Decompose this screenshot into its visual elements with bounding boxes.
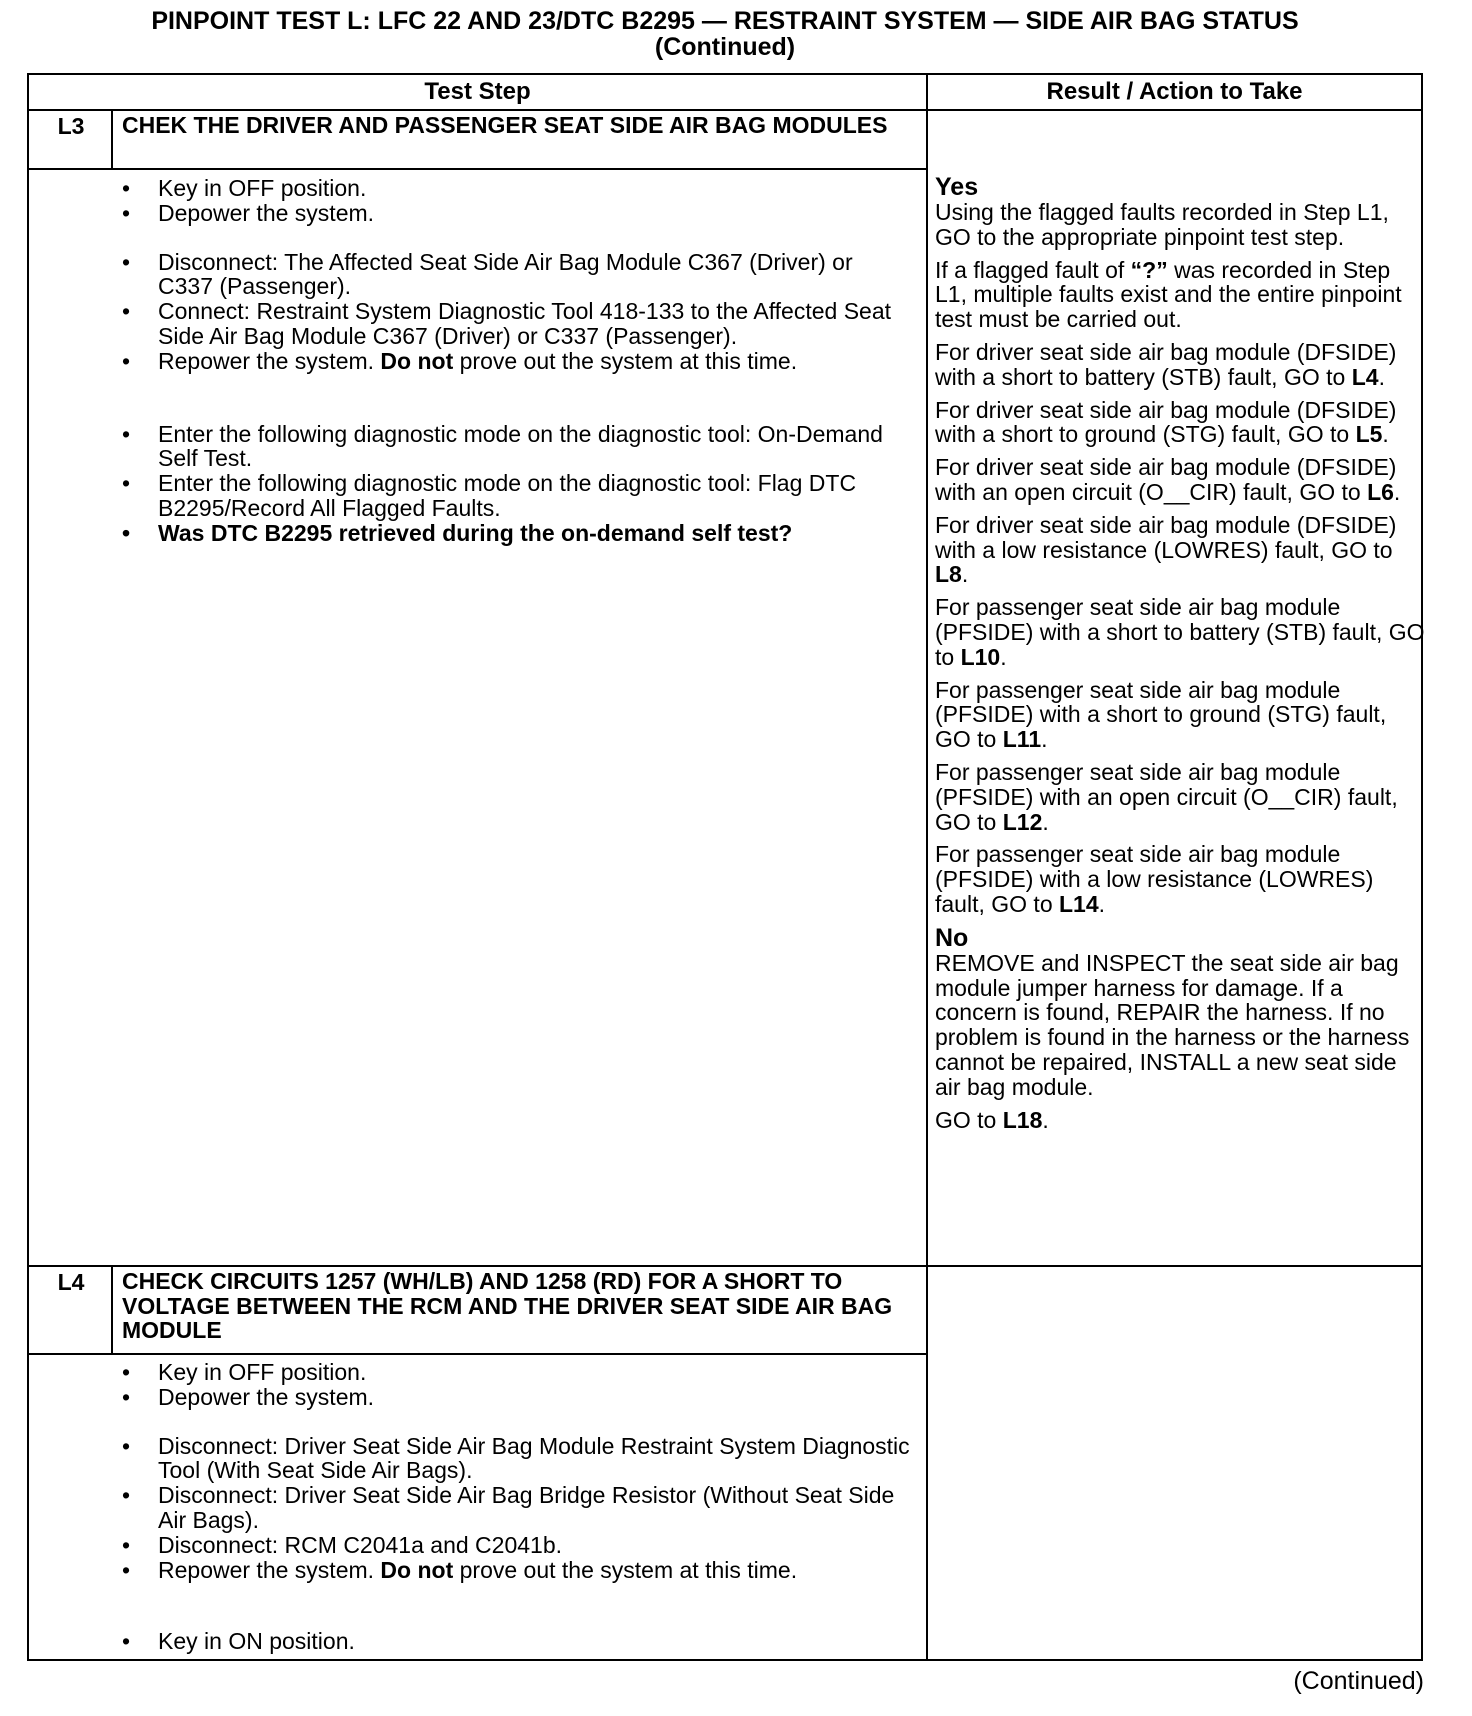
fault-text: For driver seat side air bag module (DFSIDE) with a short to ground (STG) fault, GO to [935,396,1397,448]
repower-text-end: prove out the system at this time. [453,1556,798,1583]
list-item: • Disconnect: RCM C2041a and C2041b. [121,1533,911,1558]
yes-multi-fault [935,258,1425,332]
list-item [121,349,911,374]
goto-link[interactable]: L11 [1002,726,1042,753]
list-item: • Enter the following diagnostic mode on the diagnostic tool: On-Demand Self Test. [121,422,911,472]
header-test-step: Test Step [424,78,531,105]
column-divider [926,75,928,1659]
no-text: REMOVE and INSPECT the seat side air bag module jumper harness for damage. If a concern is found, REPAIR the harness. If no problem is found in the harness or the harness cannot be repaired, INSTALL a new seat side air bag module. [935,949,1410,1100]
list-item: • Disconnect: Driver Seat Side Air Bag Module Restraint System Diagnostic Tool (With Seat Side Air Bags). [121,1434,911,1484]
list-item: • Disconnect: Driver Seat Side Air Bag Bridge Resistor (Without Seat Side Air Bags). [121,1483,911,1533]
l4-row-rule [29,1265,1421,1267]
result-l3 [935,174,1425,1140]
repower-emphasis: Do not [380,1556,454,1583]
fault-text: For driver seat side air bag module (DFSIDE) with a low resistance (LOWRES) fault, GO to [935,511,1397,563]
list-item: • Depower the system. [121,201,911,226]
goto-link[interactable]: L12 [1002,808,1043,835]
goto-link[interactable]: L14 [1059,890,1099,917]
fault-text: For passenger seat side air bag module (PFSIDE) with a short to battery (STB) fault, GO to [935,594,1425,670]
yes-text: Using the flagged faults recorded in Step L1, GO to the appropriate pinpoint test step. [935,199,1389,250]
list-item: • Key in OFF position. [121,176,911,201]
fault-item: For passenger seat side air bag module (PFSIDE) with an open circuit (O__CIR) fault, GO to L12. [935,758,1398,835]
repower-text-end: prove out the system at this time. [453,347,798,374]
repower-text: Repower the system. [158,347,381,374]
repower-emphasis: Do not [380,347,454,374]
pinpoint-test-table [27,73,1423,1661]
l3-title-rule [29,168,926,170]
header-rule [29,109,1421,111]
list-item-question: • Was DTC B2295 retrieved during the on-demand self test? [121,521,911,546]
fault-item: For driver seat side air bag module (DFSIDE) with a short to battery (STB) fault, GO to L4. [935,338,1397,390]
goto-link[interactable]: L5 [1355,421,1383,448]
goto-link[interactable]: L8 [935,561,962,588]
goto-text: GO to [935,1106,1003,1133]
goto-link[interactable]: L10 [960,643,1001,670]
yes-label: Yes [935,173,979,201]
step-id-l4: L4 [57,1269,85,1295]
list-item: • Enter the following diagnostic mode on the diagnostic tool: Flag DTC B2295/Record All Flagged Faults. [121,471,911,521]
step-id-l3: L3 [57,113,85,139]
fault-text: For passenger seat side air bag module (PFSIDE) with an open circuit (O__CIR) fault, GO to [935,758,1398,835]
fault-text: For passenger seat side air bag module (PFSIDE) with a low resistance (LOWRES) fault, GO to [935,841,1374,917]
title-continued: (Continued) [654,33,796,61]
fault-item: For passenger seat side air bag module (PFSIDE) with a short to ground (STG) fault, GO to L11. [935,676,1387,753]
goto-link[interactable]: L18 [1002,1106,1043,1133]
fault-text: For passenger seat side air bag module (PFSIDE) with a short to ground (STG) fault, GO to [935,676,1387,753]
fault-item: For passenger seat side air bag module (PFSIDE) with a short to battery (STB) fault, GO to L10. [935,594,1425,670]
list-item: • Disconnect: The Affected Seat Side Air Bag Module C367 (Driver) or C337 (Passenger). [121,250,911,300]
footer-continued: (Continued) [1293,1667,1424,1695]
title-line: PINPOINT TEST L: LFC 22 AND 23/DTC B2295 — RESTRAINT SYSTEM — SIDE AIR BAG STATUS [151,7,1299,35]
fault-text: For driver seat side air bag module (DFSIDE) with an open circuit (O__CIR) fault, GO to [935,454,1397,505]
no-label: No [935,923,969,952]
step-title-l4: CHECK CIRCUITS 1257 (WH/LB) AND 1258 (RD) FOR A SHORT TO VOLTAGE BETWEEN THE RCM AND THE DRIVER SEAT SIDE AIR BAG MODULE [122,1268,893,1343]
goto-item: GO to L18. [935,1106,1049,1133]
header-result: Result / Action to Take [1046,78,1303,105]
fault-item: For driver seat side air bag module (DFSIDE) with a low resistance (LOWRES) fault, GO to L8. [935,511,1397,588]
fault-item: For driver seat side air bag module (DFSIDE) with an open circuit (O__CIR) fault, GO to L6. [935,454,1401,505]
flag-symbol: “?” [1130,256,1168,283]
list-item: • Key in ON position. [121,1629,911,1654]
goto-link[interactable]: L4 [1351,363,1379,390]
step-list-l4 [121,1360,911,1654]
list-item: • Depower the system. [121,1385,911,1410]
list-item: • Connect: Restraint System Diagnostic Tool 418-133 to the Affected Seat Side Air Bag Module C367 (Driver) or C337 (Passenger). [121,299,911,349]
page-title [0,8,1450,60]
list-item: • Key in OFF position. [121,1360,911,1385]
list-item [121,1558,911,1583]
yes-text-a: If a flagged fault of [935,256,1131,283]
step-title-l3: CHEK THE DRIVER AND PASSENGER SEAT SIDE AIR BAG MODULES [122,112,888,138]
goto-link[interactable]: L6 [1367,478,1394,505]
fault-text: For driver seat side air bag module (DFSIDE) with a short to battery (STB) fault, GO to [935,338,1397,390]
step-list-l3 [121,176,911,546]
repower-text: Repower the system. [158,1556,381,1583]
fault-item: For driver seat side air bag module (DFSIDE) with a short to ground (STG) fault, GO to L5. [935,396,1397,448]
l4-title-rule [29,1353,926,1355]
fault-item: For passenger seat side air bag module (PFSIDE) with a low resistance (LOWRES) fault, GO to L14. [935,841,1374,917]
yes-text-c: was recorded in Step L1, multiple faults exist and the entire pinpoint test must be carried out. [935,256,1402,333]
